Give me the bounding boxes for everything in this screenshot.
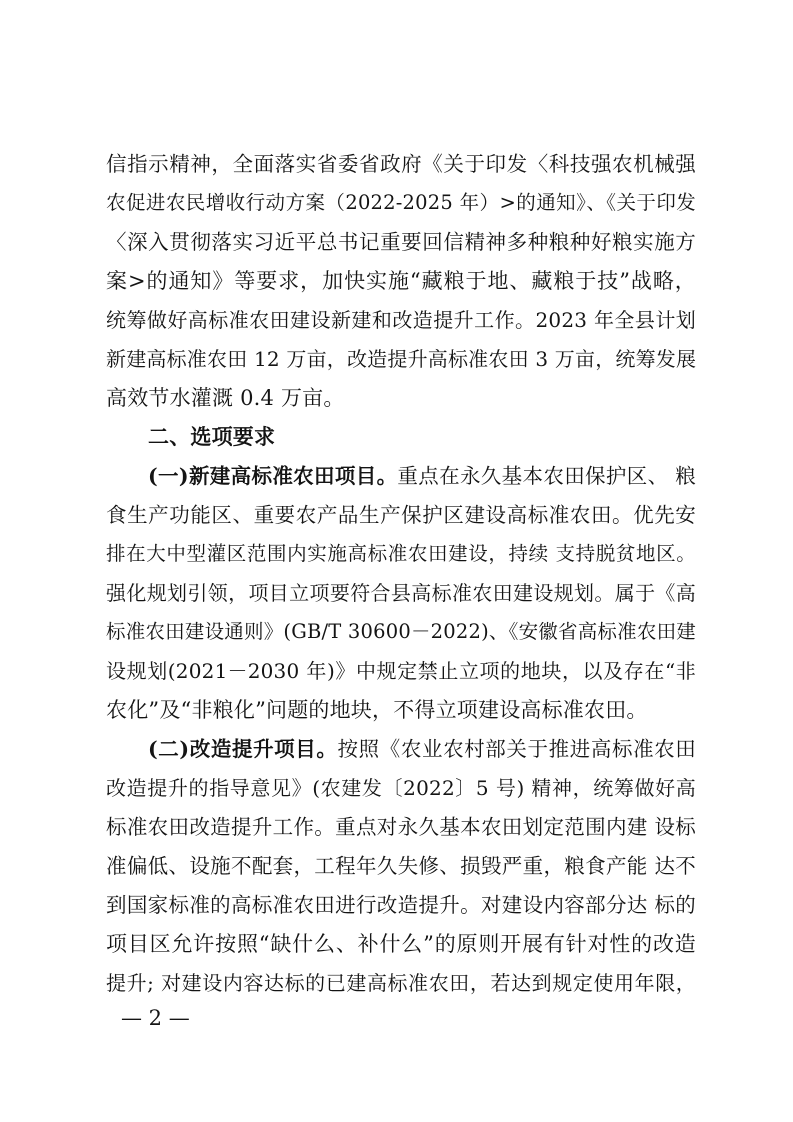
paragraph-line: 食生产功能区、重要农产品生产保护区建设高标准农田。优先安 — [106, 503, 696, 527]
item-title: (一)新建高标准农田项目。 — [148, 464, 398, 488]
paragraph-line: 〈深入贯彻落实习近平总书记重要回信精神多种粮种好粮实施方 — [106, 230, 696, 254]
paragraph-line: 改造提升的指导意见》(农建发〔2022〕5 号) 精神，统筹做好高 — [106, 776, 696, 800]
page-number: — 2 — — [121, 1006, 190, 1030]
paragraph-line: 高效节水灌溉 0.4 万亩。 — [106, 386, 345, 410]
paragraph-line: 农化”及“非粮化”问题的地块，不得立项建设高标准农田。 — [106, 698, 648, 722]
paragraph-line: 标准农田建设通则》(GB/T 30600－2022)、《安徽省高标准农田建 — [106, 620, 696, 643]
paragraph-line: 项目区允许按照“缺什么、补什么”的原则开展有针对性的改造 — [106, 932, 696, 956]
section-heading: 二、选项要求 — [148, 425, 276, 449]
paragraph-line: 案>的通知》等要求，加快实施“藏粮于地、藏粮于技”战略， — [106, 269, 696, 293]
item-text: 按照《农业农村部关于推进高标准农田 — [337, 737, 696, 761]
paragraph-line: 信指示精神，全面落实省委省政府《关于印发〈科技强农机械强 — [106, 152, 696, 176]
item-text: 重点在永久基本农田保护区、 粮 — [397, 464, 697, 488]
paragraph-line: 准偏低、设施不配套，工程年久失修、损毁严重，粮食产能 达不 — [106, 854, 696, 878]
item-first-line — [148, 735, 696, 763]
paragraph-line: 农促进农民增收行动方案（2022-2025 年）>的通知》、《关于印发 — [106, 191, 696, 214]
paragraph-line: 到国家标准的高标准农田进行改造提升。对建设内容部分达 标的 — [106, 893, 696, 917]
item-first-line — [148, 462, 696, 490]
paragraph-line: 标准农田改造提升工作。重点对永久基本农田划定范围内建 设标 — [106, 815, 696, 839]
paragraph-line: 统筹做好高标准农田建设新建和改造提升工作。2023 年全县计划 — [106, 308, 696, 332]
paragraph-line: 设规划(2021－2030 年)》中规定禁止立项的地块，以及存在“非 — [106, 659, 696, 683]
paragraph-line: 新建高标准农田 12 万亩，改造提升高标准农田 3 万亩，统筹发展 — [106, 347, 697, 371]
item-title: (二)改造提升项目。 — [148, 737, 338, 761]
paragraph-line: 强化规划引领，项目立项要符合县高标准农田建设规划。属于《高 — [106, 581, 696, 605]
paragraph-line: 排在大中型灌区范围内实施高标准农田建设，持续 支持脱贫地区。 — [106, 542, 696, 565]
paragraph-line: 提升; 对建设内容达标的已建高标准农田，若达到规定使用年限， — [106, 971, 696, 995]
